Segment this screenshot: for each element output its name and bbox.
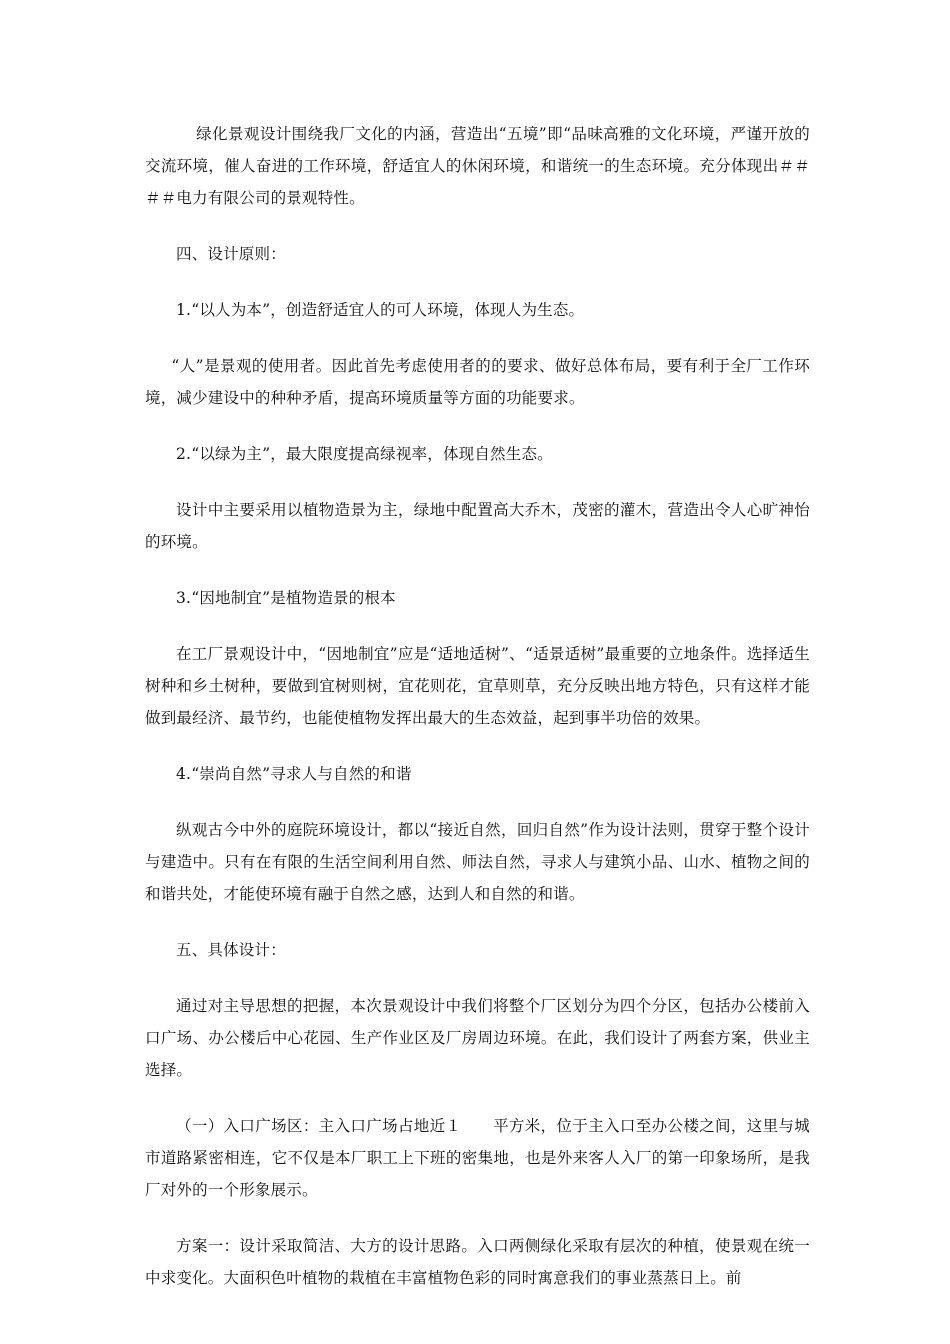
paragraph-principle-3: 在工厂景观设计中，“因地制宜”应是“适地适树”、“适景适树”最重要的立地条件。选择适生树种和乡土树种，要做到宜树则树，宜花则花，宜草则草，充分反映出地方特色，只有这样才能做到最经济、最节约，也能使植物发挥出最大的生态效益，起到事半功倍的效果。	[145, 645, 810, 727]
principle-heading-1: 1.“以人为本”，创造舒适宜人的可人环境，体现人为生态。	[176, 301, 585, 319]
paragraph-scheme-one: 方案一：设计采取简洁、大方的设计思路。入口两侧绿化采取有层次的种植，使景观在统一中求变化。大面积色叶植物的栽植在丰富植物色彩的同时寓意我们的事业蒸蒸日上。前	[145, 1237, 810, 1287]
section-heading-design-principles: 四、设计原则：	[176, 245, 286, 263]
principle-heading-3: 3.“因地制宜”是植物造景的根本	[176, 589, 396, 607]
paragraph-theme: 绿化景观设计围绕我厂文化的内涵，营造出“五境”即“品味高雅的文化环境，严谨开放的交流环境，催人奋进的工作环境，舒适宜人的休闲环境，和谐统一的生态环境。充分体现出＃＃＃＃电力有限公司的景观特性。	[145, 125, 810, 207]
paragraph-specific-design: 通过对主导思想的把握，本次景观设计中我们将整个厂区划分为四个分区，包括办公楼前入口广场、办公楼后中心花园、生产作业区及厂房周边环境。在此，我们设计了两套方案，供业主选择。	[145, 997, 810, 1079]
principle-heading-2: 2.“以绿为主”，最大限度提高绿视率，体现自然生态。	[176, 445, 553, 463]
principle-heading-4: 4.“崇尚自然”寻求人与自然的和谐	[176, 765, 412, 783]
paragraph-principle-2: 设计中主要采用以植物造景为主，绿地中配置高大乔木，茂密的灌木，营造出令人心旷神怡的环境。	[145, 501, 810, 551]
paragraph-principle-1: “人”是景观的使用者。因此首先考虑使用者的的要求、做好总体布局，要有利于全厂工作环境，减少建设中的种种矛盾，提高环境质量等方面的功能要求。	[145, 357, 810, 407]
section-heading-specific-design: 五、具体设计：	[176, 941, 286, 959]
document-body	[145, 118, 810, 1294]
paragraph-entrance-plaza: （一）入口广场区：主入口广场占地近１ 平方米，位于主入口至办公楼之间，这里与城市道路紧密相连，它不仅是本厂职工上下班的密集地，也是外来客人入厂的第一印象场所，是我厂对外的一个形象展示。	[145, 1117, 810, 1199]
paragraph-principle-4: 纵观古今中外的庭院环境设计，都以“接近自然，回归自然”作为设计法则，贯穿于整个设计与建造中。只有在有限的生活空间利用自然、师法自然，寻求人与建筑小品、山水、植物之间的和谐共处，才能使环境有融于自然之感，达到人和自然的和谐。	[145, 821, 810, 903]
